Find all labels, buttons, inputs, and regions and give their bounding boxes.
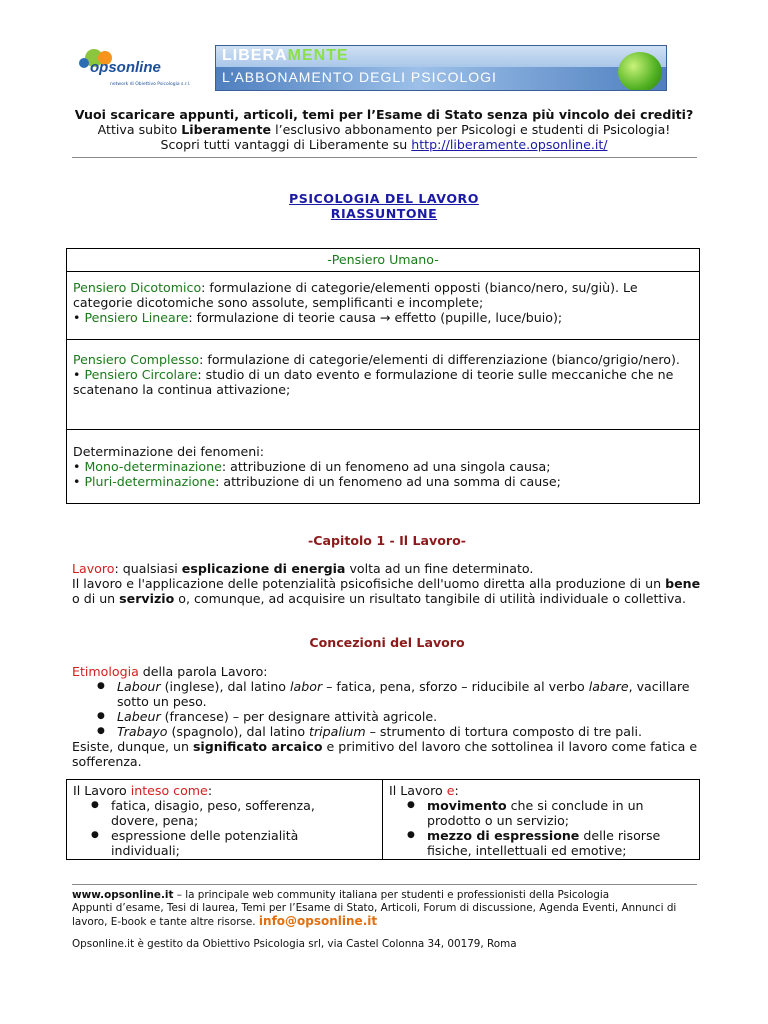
lavoro-paragraph: Il lavoro e l'applicazione delle potenzialità psicofisiche dell'uomo diretta alla produzione di un bene o di un servizio o, comunque, ad acquisire un risultato tangibile di utilità individuale o collettiva. bbox=[72, 576, 701, 606]
table-col-inteso: Il Lavoro inteso come: ● fatica, disagio, peso, sofferenza, dovere, pena; ● espressione delle potenzialità individuali; bbox=[67, 780, 383, 859]
term-circolare: Pensiero Circolare bbox=[84, 367, 198, 382]
intro-block bbox=[60, 107, 708, 152]
etimologia-list bbox=[72, 679, 692, 739]
box-cell-determinazione: Determinazione dei fenomeni: • Mono-determinazione: attribuzione di un fenomeno ad una singola causa; • Pluri-determinazione: attribuzione di un fenomeno ad una somma di cause; bbox=[67, 429, 699, 504]
list-item: ● movimento che si conclude in un prodotto o un servizio; bbox=[383, 798, 683, 828]
banner-tagline: L'ABBONAMENTO DEGLI PSICOLOGI bbox=[222, 69, 497, 85]
banner-brand: LIBERAMENTE bbox=[222, 47, 349, 64]
box-heading-cell bbox=[67, 249, 699, 270]
document-title: PSICOLOGIA DEL LAVORO RIASSUNTONE bbox=[289, 191, 479, 221]
liberamente-banner[interactable] bbox=[215, 45, 667, 91]
term-lineare: Pensiero Lineare bbox=[84, 310, 189, 325]
term-mono: Mono-determinazione bbox=[84, 459, 222, 474]
intro-line-3: Scopri tutti vantaggi di Liberamente su http://liberamente.opsonline.it/ bbox=[160, 137, 608, 152]
list-item: ● espressione delle potenzialità individuali; bbox=[67, 828, 357, 858]
footer-line-2: Appunti d’esame, Tesi di laurea, Temi per l’Esame di Stato, Articoli, Forum di discussione, Agenda Eventi, Annunci di lavoro, E-book e tante altre risorse. info@opsonline.it bbox=[72, 902, 677, 928]
list-item: ● Trabayo (spagnolo), dal latino tripalium – strumento di tortura composto di tre pali. bbox=[72, 724, 692, 739]
term-pluri: Pluri-determinazione bbox=[84, 474, 216, 489]
pensiero-umano-box bbox=[66, 248, 700, 504]
header-divider bbox=[72, 157, 697, 158]
list-item: ● Labour (inglese), dal latino labor – fatica, pena, sforzo – riducibile al verbo labare, vacillare sotto un peso. bbox=[72, 679, 692, 709]
website-link[interactable]: www.opsonline.it bbox=[72, 889, 174, 901]
significato-paragraph: Esiste, dunque, un significato arcaico e primitivo del lavoro che sottolinea il lavoro come fatica e sofferenza. bbox=[72, 739, 698, 769]
liberamente-link[interactable]: http://liberamente.opsonline.it/ bbox=[411, 137, 608, 152]
intro-line-1: Vuoi scaricare appunti, articoli, temi per l’Esame di Stato senza più vincolo dei crediti? bbox=[74, 107, 694, 122]
apple-icon bbox=[618, 52, 662, 91]
list-item: ● Labeur (francese) – per designare attività agricole. bbox=[72, 709, 692, 724]
logo-text: opsonline bbox=[90, 59, 161, 76]
lavoro-definition: Lavoro: qualsiasi esplicazione di energia volta ad un fine determinato. bbox=[72, 561, 534, 576]
footer-line-1: www.opsonline.it – la principale web community italiana per studenti e professionisti della Psicologia bbox=[72, 889, 610, 901]
chapter-heading: -Capitolo 1 - Il Lavoro- bbox=[308, 533, 466, 548]
term-complesso: Pensiero Complesso bbox=[73, 352, 200, 367]
lavoro-table bbox=[66, 779, 700, 860]
intro-line-2: Attiva subito Liberamente l’esclusivo abbonamento per Psicologi e studenti di Psicologia! bbox=[97, 122, 671, 137]
term-dicotomico: Pensiero Dicotomico bbox=[73, 280, 202, 295]
list-item: ● mezzo di espressione delle risorse fisiche, intellettuali ed emotive; bbox=[383, 828, 683, 858]
list-item: ● fatica, disagio, peso, sofferenza, dovere, pena; bbox=[67, 798, 357, 828]
concezioni-heading: Concezioni del Lavoro bbox=[309, 635, 465, 650]
etimologia-line: Etimologia della parola Lavoro: bbox=[72, 664, 268, 679]
box-cell-dicotomico: Pensiero Dicotomico: formulazione di categorie/elementi opposti (bianco/nero, su/giù). Le categorie dicotomiche sono assolute, semplificanti e incomplete; • Pensiero Lineare: formulazione di teorie causa → effetto (pupille, luce/buio); bbox=[67, 271, 699, 339]
box-heading: -Pensiero Umano- bbox=[327, 252, 439, 267]
table-col-e: Il Lavoro e: ● movimento che si conclude in un prodotto o un servizio; ● mezzo di espressione delle risorse fisiche, intellettuali ed emotive; bbox=[383, 780, 699, 859]
footer bbox=[72, 889, 712, 951]
email-link[interactable]: info@opsonline.it bbox=[258, 914, 378, 928]
box-cell-complesso: Pensiero Complesso: formulazione di categorie/elementi di differenziazione (bianco/grigio/nero). • Pensiero Circolare: studio di un dato evento e formulazione di teorie sulle meccaniche che ne scatenano la continua attivazione; bbox=[67, 339, 699, 429]
logo-subtitle: network di Obiettivo Psicologia s.r.l. bbox=[110, 82, 191, 87]
footer-line-3: Opsonline.it è gestito da Obiettivo Psicologia srl, via Castel Colonna 34, 00179, Roma bbox=[72, 938, 517, 950]
opsonline-logo[interactable] bbox=[72, 46, 202, 86]
footer-divider bbox=[72, 884, 697, 885]
